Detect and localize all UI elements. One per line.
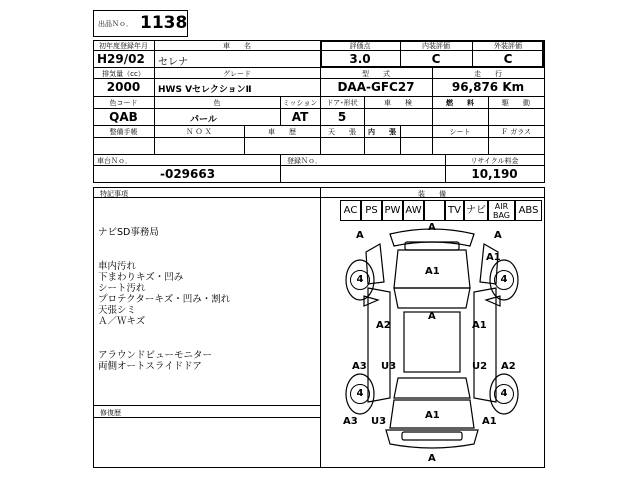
rear-window-shape: [394, 378, 470, 398]
recycle-label: リサイクル料金: [470, 157, 519, 165]
remarks-label: 特記事項: [100, 190, 128, 198]
left-body-shape: [368, 288, 390, 402]
mark-tailgate: A1: [425, 410, 440, 421]
mark-rear-left-1: A3: [343, 416, 358, 427]
doors-value: 5: [337, 110, 347, 124]
rear-bumper-shape: [386, 430, 478, 448]
registration-label: 登録Ｎｏ．: [287, 157, 322, 165]
mark-door-left-2: U3: [381, 361, 397, 372]
condition-note-5: 天張シミ: [98, 305, 137, 316]
displacement-value: 2000: [106, 80, 141, 94]
mark-door-right-1: U2: [472, 361, 488, 372]
mark-hood: A1: [425, 266, 440, 277]
repair-label: 修復歴: [100, 409, 121, 417]
equipment-label: 装 備: [418, 190, 446, 198]
equip-pw: PW: [382, 200, 403, 221]
mark-wheel-lr: 4: [350, 384, 370, 404]
doors-label: ドア･形状: [326, 99, 358, 107]
mark-front-left: A: [356, 230, 364, 241]
mark-roof: A: [428, 311, 436, 322]
equip-ps: PS: [361, 200, 382, 221]
color-value: パール: [190, 115, 217, 125]
mileage-value: 96,876 Km: [451, 80, 525, 94]
nox-label: Ｎ Ｏ Ｘ: [186, 128, 212, 136]
manual-label: 整備手帳: [109, 128, 138, 136]
mission-value: AT: [291, 110, 309, 124]
interior-score-label: 内装評価: [422, 42, 450, 50]
mark-wheel-lf: 4: [350, 270, 370, 290]
feature-note-1: アラウンドビューモニター: [98, 350, 213, 361]
equip-blank: [424, 200, 445, 221]
mark-rear-left-2: U3: [371, 416, 387, 427]
right-body-shape: [474, 288, 496, 402]
condition-note-1: 車内汚れ: [98, 261, 137, 272]
seat-label: シート: [449, 128, 471, 136]
mark-wheel-rr: 4: [494, 384, 514, 404]
mark-fender-rf: A1: [486, 252, 501, 263]
condition-note-3: シート汚れ: [98, 283, 146, 294]
equip-airbag: AIR BAG: [488, 200, 515, 221]
mission-label: ミッション: [282, 99, 318, 107]
glass-label: Ｆ ガラス: [500, 128, 531, 136]
mileage-label: 走 行: [474, 70, 502, 78]
drive-label: 駆 動: [502, 99, 530, 107]
interior-trim-label: 内 張: [368, 128, 396, 136]
rear-plate-shape: [402, 432, 462, 440]
model-value: DAA-GFC27: [337, 80, 415, 94]
equip-aw: AW: [403, 200, 424, 221]
car-name-label: 車 名: [223, 42, 251, 50]
grade-label: グレード: [223, 70, 251, 78]
car-name-value: セレナ: [158, 57, 188, 68]
year-label: 初年度登録年月: [99, 42, 148, 50]
equip-ac: AC: [340, 200, 361, 221]
mark-rear-bottom: A: [428, 453, 436, 464]
feature-note-2: 両側オートスライドドア: [98, 361, 202, 372]
lot-number-box: [93, 10, 188, 37]
inspection-label: 車 検: [384, 99, 412, 107]
mark-rear-right: A1: [482, 416, 497, 427]
mark-door-right-2: A2: [501, 361, 516, 372]
exterior-score-value: C: [503, 52, 513, 66]
lot-number: 1138: [140, 13, 188, 33]
equip-abs: ABS: [515, 200, 542, 221]
score-label: 評価点: [349, 42, 371, 50]
fuel-label: 燃 料: [446, 99, 474, 107]
mark-pillar-right: A1: [472, 320, 487, 331]
equip-tv: TV: [445, 200, 464, 221]
history-label: 車 歴: [268, 128, 296, 136]
mark-front-center: A: [428, 222, 436, 233]
interior-score-value: C: [431, 52, 441, 66]
sunroof-label: 天 張: [328, 128, 356, 136]
color-label: 色: [213, 99, 221, 107]
exterior-score-label: 外装評価: [494, 42, 522, 50]
chassis-value: -029663: [160, 167, 216, 181]
condition-note-4: プロテクターキズ・凹み・割れ: [98, 294, 231, 305]
chassis-label: 車台Ｎｏ．: [97, 157, 132, 165]
displacement-label: 排気量（cc）: [102, 70, 145, 78]
mark-wheel-rf: 4: [494, 270, 514, 290]
windshield-shape: [394, 288, 470, 308]
equip-navi: ナビ: [464, 200, 488, 221]
recycle-value: 10,190: [471, 167, 518, 181]
dealer-note: ナビSD事務局: [98, 227, 159, 238]
mark-door-left-1: A3: [352, 361, 367, 372]
condition-note-2: 下まわりキズ・凹み: [98, 272, 184, 283]
color-code-label: 色コード: [109, 99, 138, 107]
car-diagram: [320, 222, 544, 468]
model-label: 型 式: [362, 70, 390, 78]
grade-value: HWS VセレクションⅡ: [158, 85, 252, 95]
condition-note-6: Ａ／Ｗキズ: [98, 316, 146, 327]
score-value: 3.0: [349, 52, 371, 66]
lot-number-label: 出品Ｎｏ．: [98, 20, 133, 28]
year-value: H29/02: [97, 52, 145, 66]
color-code-value: QAB: [109, 110, 138, 124]
mark-front-right: A: [494, 230, 502, 241]
mark-pillar-left: A2: [376, 320, 391, 331]
